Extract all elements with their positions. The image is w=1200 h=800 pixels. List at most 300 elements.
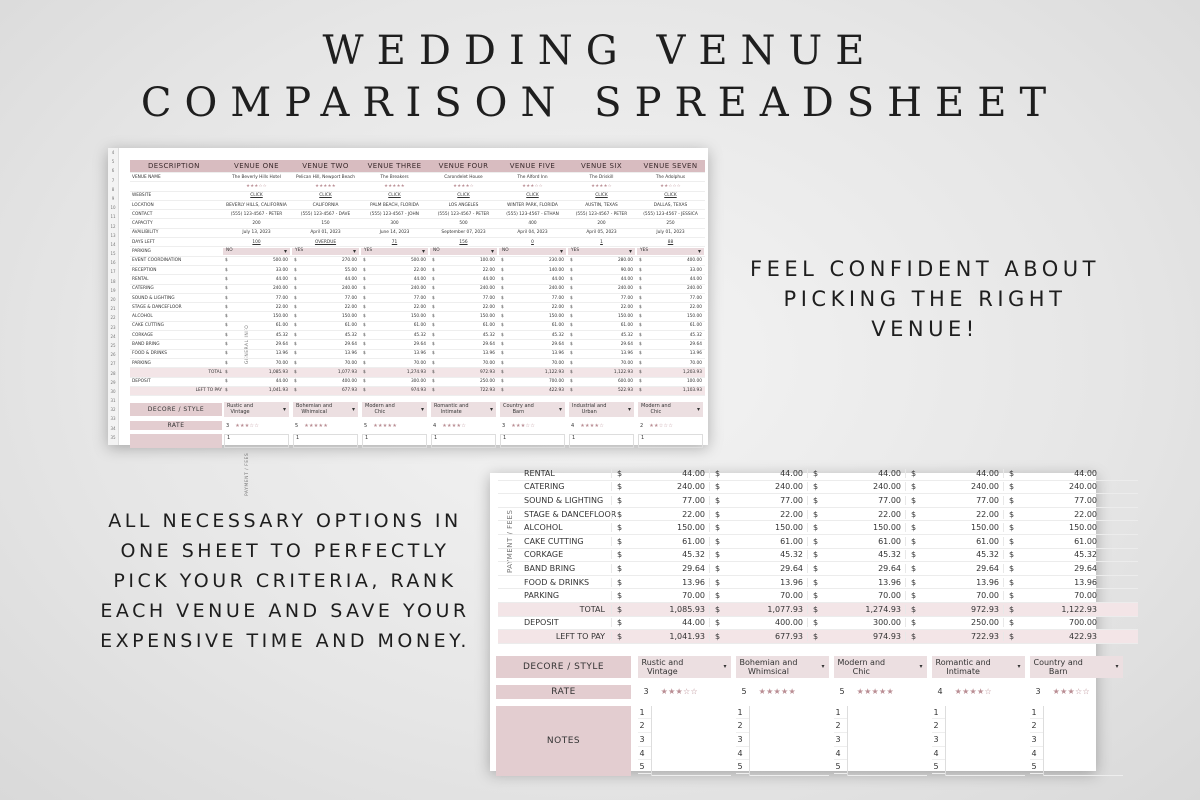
- fee-cell: [905, 618, 1003, 627]
- rate-stars: ★★★☆☆: [511, 422, 536, 429]
- row-number: 13: [110, 232, 116, 238]
- rate-label: RATE: [496, 685, 631, 699]
- info-cell: (555) 123-4567 - PETER: [437, 211, 490, 217]
- fee-cell: [291, 268, 360, 273]
- rate-row: [498, 684, 1138, 700]
- notes-input[interactable]: [848, 706, 927, 776]
- currency-sign: $: [617, 509, 623, 519]
- decore-select[interactable]: [362, 402, 427, 417]
- currency-sign: $: [501, 304, 504, 310]
- fee-cell: [567, 323, 636, 328]
- decore-select[interactable]: [834, 656, 927, 678]
- fee-value: 90.00: [620, 267, 633, 273]
- fee-value: 500.00: [272, 258, 288, 264]
- notes-cell[interactable]: [638, 706, 731, 776]
- info-cell: LOS ANGELES: [448, 202, 479, 208]
- fee-row: [498, 494, 1138, 508]
- fee-value: 61.00: [482, 323, 495, 329]
- row-number: 17: [110, 269, 116, 275]
- fee-value: 240.00: [971, 482, 999, 492]
- fee-cell: [709, 496, 807, 505]
- fee-value: 270.00: [341, 258, 357, 264]
- currency-sign: $: [617, 495, 623, 505]
- currency-sign: $: [432, 286, 435, 292]
- notes-cell[interactable]: 1: [224, 434, 289, 448]
- info-link[interactable]: 1: [600, 239, 603, 245]
- rate-number: 5: [839, 687, 845, 697]
- info-row: [130, 229, 705, 238]
- fee-value: 70.00: [1074, 591, 1097, 601]
- fee-cell: [636, 342, 705, 347]
- info-link[interactable]: 71: [391, 239, 398, 245]
- decore-value: [641, 404, 671, 415]
- notes-cell[interactable]: 1: [569, 434, 634, 448]
- rate-cell[interactable]: [736, 687, 829, 696]
- decore-line: Intimate: [440, 408, 462, 415]
- overview-grid: [130, 160, 705, 448]
- fee-cell: [611, 564, 709, 573]
- fee-cell: [291, 351, 360, 356]
- currency-sign: $: [294, 360, 297, 366]
- fee-value: 45.32: [1074, 550, 1097, 560]
- fee-value: 700.00: [1069, 618, 1097, 628]
- parking-select[interactable]: [637, 248, 704, 255]
- notes-line-number: 1: [1030, 706, 1043, 720]
- currency-sign: $: [1009, 618, 1015, 628]
- fee-cell: [222, 388, 291, 393]
- currency-sign: $: [225, 379, 228, 385]
- decore-select[interactable]: [569, 402, 634, 417]
- fee-value: 700.00: [548, 379, 564, 385]
- decore-line: Whimsical: [301, 408, 327, 415]
- info-link[interactable]: 156: [459, 239, 468, 245]
- notes-line-number: 3: [834, 733, 847, 747]
- currency-sign: $: [225, 360, 228, 366]
- parking-select[interactable]: [223, 248, 290, 255]
- fee-cell: [429, 379, 498, 384]
- rate-cell[interactable]: [500, 423, 565, 429]
- fee-value: 600.00: [617, 379, 633, 385]
- fee-value: 250.00: [971, 618, 999, 628]
- currency-sign: $: [617, 523, 623, 533]
- rate-cell[interactable]: [224, 423, 289, 429]
- fee-cell: [636, 314, 705, 319]
- notes-cell[interactable]: [932, 706, 1025, 776]
- info-cell: (555) 123-4567 - PETER: [575, 211, 628, 217]
- fee-value: 22.00: [482, 267, 495, 273]
- info-label: VENUE NAME: [132, 174, 161, 180]
- decore-select[interactable]: [293, 402, 358, 417]
- fee-cell: [222, 268, 291, 273]
- info-link[interactable]: CLICK: [595, 193, 608, 199]
- currency-sign: $: [911, 536, 917, 546]
- fee-value: 240.00: [686, 286, 702, 292]
- info-link[interactable]: CLICK: [457, 193, 470, 199]
- notes-cell[interactable]: [736, 706, 829, 776]
- fee-cell: [709, 537, 807, 546]
- venue-stars: ★★☆☆☆: [660, 183, 681, 189]
- currency-sign: $: [225, 388, 228, 394]
- currency-sign: $: [432, 258, 435, 264]
- fee-value: 45.32: [275, 332, 288, 338]
- info-row: [130, 201, 705, 210]
- rate-cell[interactable]: [932, 687, 1025, 696]
- currency-sign: $: [570, 332, 573, 338]
- fee-label: PARKING: [524, 591, 560, 601]
- decore-select[interactable]: [1030, 656, 1123, 678]
- notes-line-number: 4: [834, 747, 847, 761]
- currency-sign: $: [363, 258, 366, 264]
- fee-value: 500.00: [410, 258, 426, 264]
- rate-cell[interactable]: [1030, 687, 1123, 696]
- row-number: 24: [110, 333, 116, 339]
- fee-cell: [429, 361, 498, 366]
- header-venue: VENUE ONE: [234, 162, 279, 170]
- info-cell: AUSTIN, TEXAS: [585, 202, 618, 208]
- row-number: 23: [110, 324, 116, 330]
- fee-value: 22.00: [689, 304, 702, 310]
- decore-select[interactable]: [500, 402, 565, 417]
- row-number: 21: [110, 306, 116, 312]
- dropdown-arrow-icon: ▾: [282, 405, 286, 413]
- info-link[interactable]: 100: [252, 239, 261, 245]
- currency-sign: $: [432, 332, 435, 338]
- parking-select[interactable]: [499, 248, 566, 255]
- dropdown-arrow-icon: ▾: [696, 405, 700, 413]
- fee-cell: [567, 370, 636, 375]
- decore-select[interactable]: [224, 402, 289, 417]
- rate-cell[interactable]: [569, 423, 634, 429]
- rate-cell[interactable]: [834, 687, 927, 696]
- row-number: 28: [110, 370, 116, 376]
- rate-cell[interactable]: [293, 423, 358, 429]
- decore-line: Modern and: [641, 403, 671, 410]
- currency-sign: $: [225, 258, 228, 264]
- dropdown-arrow-icon: ▾: [1017, 663, 1021, 671]
- parking-value: YES: [640, 248, 649, 254]
- rate-label: RATE: [130, 421, 222, 430]
- notes-input[interactable]: [1044, 706, 1123, 776]
- info-link[interactable]: 0: [531, 239, 534, 245]
- currency-sign: $: [1009, 591, 1015, 601]
- fee-value: 44.00: [551, 276, 564, 282]
- notes-cell[interactable]: 1: [431, 434, 496, 448]
- fee-cell: [611, 523, 709, 532]
- currency-sign: $: [501, 276, 504, 282]
- fee-cell: [429, 388, 498, 393]
- fee-value: 45.32: [620, 332, 633, 338]
- fee-cell: [636, 296, 705, 301]
- fee-cell: [1003, 564, 1101, 573]
- currency-sign: $: [715, 631, 721, 641]
- currency-sign: $: [813, 536, 819, 546]
- fee-value: 150.00: [686, 314, 702, 320]
- currency-sign: $: [363, 360, 366, 366]
- row-number: 15: [110, 251, 116, 257]
- fee-value: 33.00: [689, 267, 702, 273]
- notes-input[interactable]: [946, 706, 1025, 776]
- notes-line-number: 1: [932, 706, 945, 720]
- rate-stars: ★★★★☆: [580, 422, 605, 429]
- fee-value: 400.00: [686, 258, 702, 264]
- notes-cell[interactable]: 1: [362, 434, 427, 448]
- fee-cell: [498, 286, 567, 291]
- row-number: 33: [110, 416, 116, 422]
- fee-row: [498, 589, 1138, 603]
- decore-select[interactable]: [638, 656, 731, 678]
- info-label: AVAILIBILITY: [132, 230, 159, 236]
- info-cell: Pelican Hill, Newport Beach: [296, 174, 355, 180]
- notes-cell[interactable]: 1: [293, 434, 358, 448]
- currency-sign: $: [639, 258, 642, 264]
- fee-value: 13.96: [780, 577, 803, 587]
- parking-select[interactable]: [430, 248, 497, 255]
- fee-cell: [222, 258, 291, 263]
- info-link[interactable]: CLICK: [526, 193, 539, 199]
- info-row: [130, 210, 705, 219]
- title-line-2: COMPARISON SPREADSHEET: [140, 80, 1060, 126]
- fee-cell: [709, 591, 807, 600]
- decore-line: Bohemian and: [739, 657, 798, 667]
- fee-value: 33.00: [275, 267, 288, 273]
- fee-cell: [611, 550, 709, 559]
- rate-cell[interactable]: [638, 423, 703, 429]
- fee-value: 44.00: [482, 276, 495, 282]
- parking-select[interactable]: [568, 248, 635, 255]
- fee-value: 722.93: [479, 388, 495, 394]
- fee-row: [498, 508, 1138, 522]
- notes-cell[interactable]: 1: [500, 434, 565, 448]
- fee-cell: [905, 550, 1003, 559]
- fee-cell: [905, 537, 1003, 546]
- info-cell: PALM BEACH, FLORIDA: [370, 202, 419, 208]
- currency-sign: $: [363, 369, 366, 375]
- currency-sign: $: [363, 388, 366, 394]
- fee-label: LEFT TO PAY: [555, 631, 605, 641]
- fee-cell: [222, 342, 291, 347]
- info-cell: (555) 123-4567 - ETHAN: [506, 211, 559, 217]
- notes-input[interactable]: [750, 706, 829, 776]
- rate-number: 2: [640, 422, 644, 429]
- fee-value: 70.00: [275, 360, 288, 366]
- fee-value: 150.00: [617, 314, 633, 320]
- info-cell: April 04, 2023: [517, 230, 548, 236]
- fee-cell: [807, 550, 905, 559]
- currency-sign: $: [501, 388, 504, 394]
- fee-cell: [611, 482, 709, 491]
- decore-line: Industrial and: [572, 403, 607, 410]
- row-number: 32: [110, 407, 116, 413]
- fee-cell: [636, 268, 705, 273]
- currency-sign: $: [911, 509, 917, 519]
- currency-sign: $: [363, 341, 366, 347]
- rate-cell[interactable]: [638, 687, 731, 696]
- info-link[interactable]: CLICK: [250, 193, 263, 199]
- fee-cell: [567, 379, 636, 384]
- rate-cell[interactable]: [431, 423, 496, 429]
- spreadsheet-zoom: [490, 468, 1119, 772]
- fee-cell: [611, 510, 709, 519]
- fee-label: SOUND & LIGHTING: [524, 495, 604, 505]
- fee-value: 250.00: [479, 379, 495, 385]
- fee-value: 45.32: [689, 332, 702, 338]
- fee-label: SOUND & LIGHTING: [132, 295, 175, 301]
- currency-sign: $: [715, 550, 721, 560]
- notes-input[interactable]: [652, 706, 731, 776]
- fee-cell: [360, 286, 429, 291]
- row-number: 31: [110, 398, 116, 404]
- fee-label: TOTAL: [208, 369, 222, 375]
- decore-value: [1034, 658, 1083, 676]
- info-cell: April 05, 2023: [586, 230, 617, 236]
- currency-sign: $: [294, 258, 297, 264]
- fee-cell: [636, 277, 705, 282]
- currency-sign: $: [294, 341, 297, 347]
- currency-sign: $: [911, 482, 917, 492]
- notes-cell[interactable]: [834, 706, 927, 776]
- fee-cell: [807, 523, 905, 532]
- rate-row: [130, 420, 705, 431]
- dropdown-arrow-icon: ▾: [1115, 663, 1119, 671]
- currency-sign: $: [911, 523, 917, 533]
- info-cell: 400: [528, 221, 537, 227]
- info-label: CONTACT: [132, 211, 153, 217]
- info-link[interactable]: OVERDUE: [314, 239, 337, 245]
- decore-row: [498, 654, 1138, 680]
- fee-value: 44.00: [344, 276, 357, 282]
- notes-cell[interactable]: 1: [638, 434, 703, 448]
- fee-row: [498, 549, 1138, 563]
- fee-value: 13.96: [413, 351, 426, 357]
- fee-value: 1,122.93: [1061, 604, 1097, 614]
- fee-row: [130, 294, 705, 303]
- fee-value: 61.00: [275, 323, 288, 329]
- info-cell: The Adolphus: [655, 174, 686, 180]
- currency-sign: $: [1009, 577, 1015, 587]
- fee-value: 45.32: [976, 550, 999, 560]
- info-link[interactable]: CLICK: [388, 193, 401, 199]
- fee-value: 61.00: [1074, 536, 1097, 546]
- fee-value: 22.00: [275, 304, 288, 310]
- fee-cell: [709, 482, 807, 491]
- currency-sign: $: [432, 369, 435, 375]
- fee-value: 13.96: [344, 351, 357, 357]
- fee-label: CATERING: [524, 482, 565, 492]
- currency-sign: $: [501, 351, 504, 357]
- rate-cell[interactable]: [362, 423, 427, 429]
- dropdown-arrow-icon: ▾: [628, 248, 632, 256]
- info-cell: The Driskill: [589, 174, 614, 180]
- fee-cell: [905, 632, 1003, 641]
- row-number: 14: [110, 241, 116, 247]
- fee-value: 1,122.93: [544, 369, 564, 375]
- fee-cell: [291, 258, 360, 263]
- notes-line-number: 4: [638, 747, 651, 761]
- currency-sign: $: [363, 379, 366, 385]
- decore-value: [740, 658, 798, 676]
- fee-cell: [498, 333, 567, 338]
- rate-stars: ★★★☆☆: [660, 687, 698, 697]
- row-number: 27: [110, 361, 116, 367]
- decore-select[interactable]: [638, 402, 703, 417]
- decore-select[interactable]: [736, 656, 829, 678]
- info-row: [130, 219, 705, 228]
- parking-value: YES: [571, 248, 580, 254]
- row-number: 18: [110, 278, 116, 284]
- fee-row: [130, 285, 705, 294]
- currency-sign: $: [617, 536, 623, 546]
- rate-stars: ★★★★★: [304, 422, 329, 429]
- decore-select[interactable]: [431, 402, 496, 417]
- currency-sign: $: [1009, 509, 1015, 519]
- fee-cell: [291, 305, 360, 310]
- currency-sign: $: [1009, 550, 1015, 560]
- info-cell: September 07, 2023: [441, 230, 486, 236]
- info-label: CAPACITY: [132, 221, 153, 227]
- decore-select[interactable]: [932, 656, 1025, 678]
- fee-row: [130, 331, 705, 340]
- currency-sign: $: [570, 258, 573, 264]
- fee-cell: [222, 361, 291, 366]
- notes-line-number: 1: [834, 706, 847, 720]
- fee-value: 29.64: [780, 563, 803, 573]
- rate-number: 3: [226, 422, 230, 429]
- fee-value: 150.00: [775, 523, 803, 533]
- info-link[interactable]: CLICK: [664, 193, 677, 199]
- fee-value: 77.00: [551, 295, 564, 301]
- dropdown-arrow-icon: ▾: [697, 248, 701, 256]
- fee-cell: [567, 305, 636, 310]
- fee-cell: [429, 342, 498, 347]
- currency-sign: $: [813, 482, 819, 492]
- currency-sign: $: [432, 295, 435, 301]
- rate-number: 5: [295, 422, 299, 429]
- info-link[interactable]: 88: [667, 239, 674, 245]
- rate-number: 4: [433, 422, 437, 429]
- fee-value: 240.00: [410, 286, 426, 292]
- fee-value: 70.00: [780, 591, 803, 601]
- parking-row: [130, 247, 705, 256]
- currency-sign: $: [501, 286, 504, 292]
- parking-select[interactable]: [361, 248, 428, 255]
- rate-number: 3: [643, 687, 649, 697]
- row-number: 7: [111, 177, 115, 183]
- fee-value: 150.00: [479, 314, 495, 320]
- currency-sign: $: [617, 563, 623, 573]
- fee-value: 29.64: [976, 563, 999, 573]
- currency-sign: $: [225, 304, 228, 310]
- info-cell: WINTER PARK, FLORIDA: [507, 202, 558, 208]
- currency-sign: $: [617, 604, 623, 614]
- currency-sign: $: [813, 577, 819, 587]
- fee-label: TOTAL: [579, 604, 605, 614]
- fee-cell: [429, 305, 498, 310]
- parking-select[interactable]: [292, 248, 359, 255]
- currency-sign: $: [501, 360, 504, 366]
- info-cell: The Alford Inn: [517, 174, 548, 180]
- notes-cell[interactable]: [1030, 706, 1123, 776]
- decore-line: Rustic and: [641, 657, 684, 667]
- fee-cell: [360, 268, 429, 273]
- fee-cell: [567, 296, 636, 301]
- currency-sign: $: [363, 295, 366, 301]
- currency-sign: $: [639, 295, 642, 301]
- info-link[interactable]: CLICK: [319, 193, 332, 199]
- currency-sign: $: [617, 591, 623, 601]
- currency-sign: $: [570, 379, 573, 385]
- decore-value: [227, 404, 253, 415]
- row-number: 12: [110, 223, 116, 229]
